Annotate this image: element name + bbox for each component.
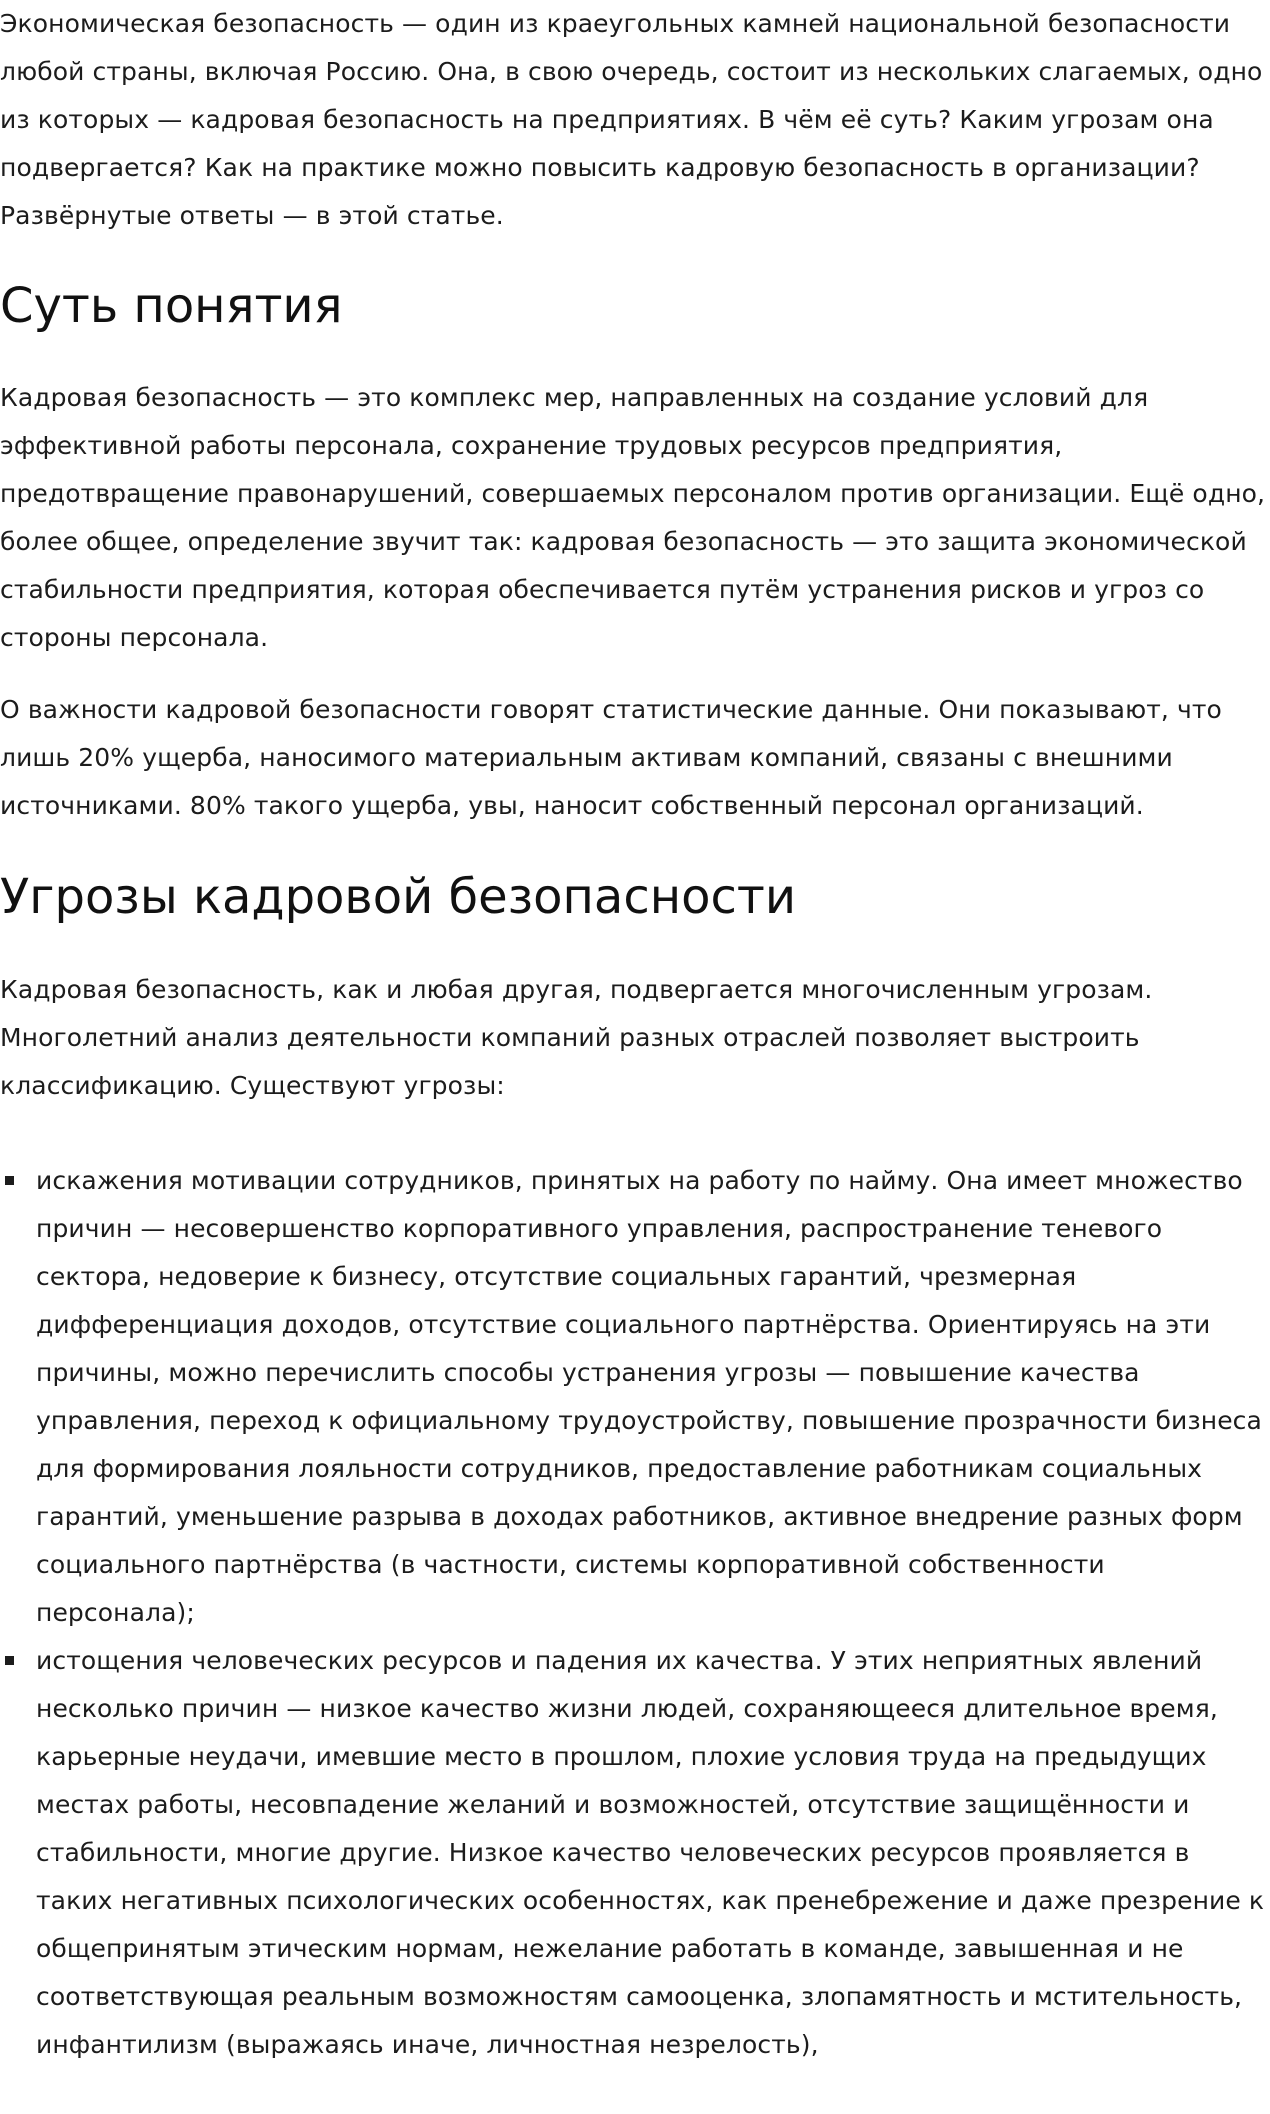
list-item	[0, 1157, 1268, 1637]
essence-paragraph-statistics: О важности кадровой безопасности говорят статистические данные. Они показывают, что лишь 20% ущерба, наносимого материальным активам компаний, связаны с внешними источниками. 80% такого ущерба, увы, наносит собственный персонал организаций.	[0, 695, 1222, 820]
section-essence-paragraph-1-block	[0, 374, 1268, 662]
square-bullet-icon	[5, 1176, 14, 1185]
section-heading-threats: Угрозы кадровой безопасности	[0, 869, 797, 925]
list-item	[0, 1637, 1268, 2069]
section-threats-heading-block	[0, 867, 1268, 927]
essence-paragraph-definition: Кадровая безопасность — это комплекс мер, направленных на создание условий для эффективной работы персонала, сохранение трудовых ресурсов предприятия, предотвращение правонарушений, совершаемых персоналом против организации. Ещё одно, более общее, определение звучит так: кадровая безопасность — это защита экономической стабильности предприятия, которая обеспечивается путём устранения рисков и угроз со стороны персонала.	[0, 383, 1266, 652]
section-essence-heading-block	[0, 276, 1268, 336]
threats-list	[0, 1157, 1268, 2069]
section-heading-essence: Суть понятия	[0, 278, 343, 334]
square-bullet-icon	[5, 1656, 14, 1665]
section-essence-paragraph-2-block	[0, 686, 1268, 830]
threats-intro-paragraph: Кадровая безопасность, как и любая другая, подвергается многочисленным угрозам. Многолетний анализ деятельности компаний разных отраслей позволяет выстроить классификацию. Существуют угрозы:	[0, 975, 1153, 1100]
intro-block	[0, 0, 1268, 240]
threat-item-text: истощения человеческих ресурсов и падения их качества. У этих неприятных явлений несколько причин — низкое качество жизни людей, сохраняющееся длительное время, карьерные неудачи, имевшие место в прошлом, плохие условия труда на предыдущих местах работы, несовпадение желаний и возможностей, отсутствие защищённости и стабильности, многие другие. Низкое качество человеческих ресурсов проявляется в таких негативных психологических особенностях, как пренебрежение и даже презрение к общепринятым этическим нормам, нежелание работать в команде, завышенная и не соответствующая реальным возможностям самооценка, злопамятность и мстительность, инфантилизм (выражаясь иначе, личностная незрелость),	[36, 1646, 1265, 2059]
section-threats-paragraph-block	[0, 966, 1268, 1110]
threats-list-block	[0, 1157, 1268, 2069]
threat-item-text: искажения мотивации сотрудников, принятых на работу по найму. Она имеет множество причин — несовершенство корпоративного управления, распространение теневого сектора, недоверие к бизнесу, отсутствие социальных гарантий, чрезмерная дифференциация доходов, отсутствие социального партнёрства. Ориентируясь на эти причины, можно перечислить способы устранения угрозы — повышение качества управления, переход к официальному трудоустройству, повышение прозрачности бизнеса для формирования лояльности сотрудников, предоставление работникам социальных гарантий, уменьшение разрыва в доходах работников, активное внедрение разных форм социального партнёрства (в частности, системы корпоративной собственности персонала);	[36, 1166, 1262, 1627]
intro-paragraph: Экономическая безопасность — один из краеугольных камней национальной безопасности любой страны, включая Россию. Она, в свою очередь, состоит из нескольких слагаемых, одно из которых — кадровая безопасность на предприятиях. В чём её суть? Каким угрозам она подвергается? Как на практике можно повысить кадровую безопасность в организации? Развёрнутые ответы — в этой статье.	[0, 9, 1263, 230]
